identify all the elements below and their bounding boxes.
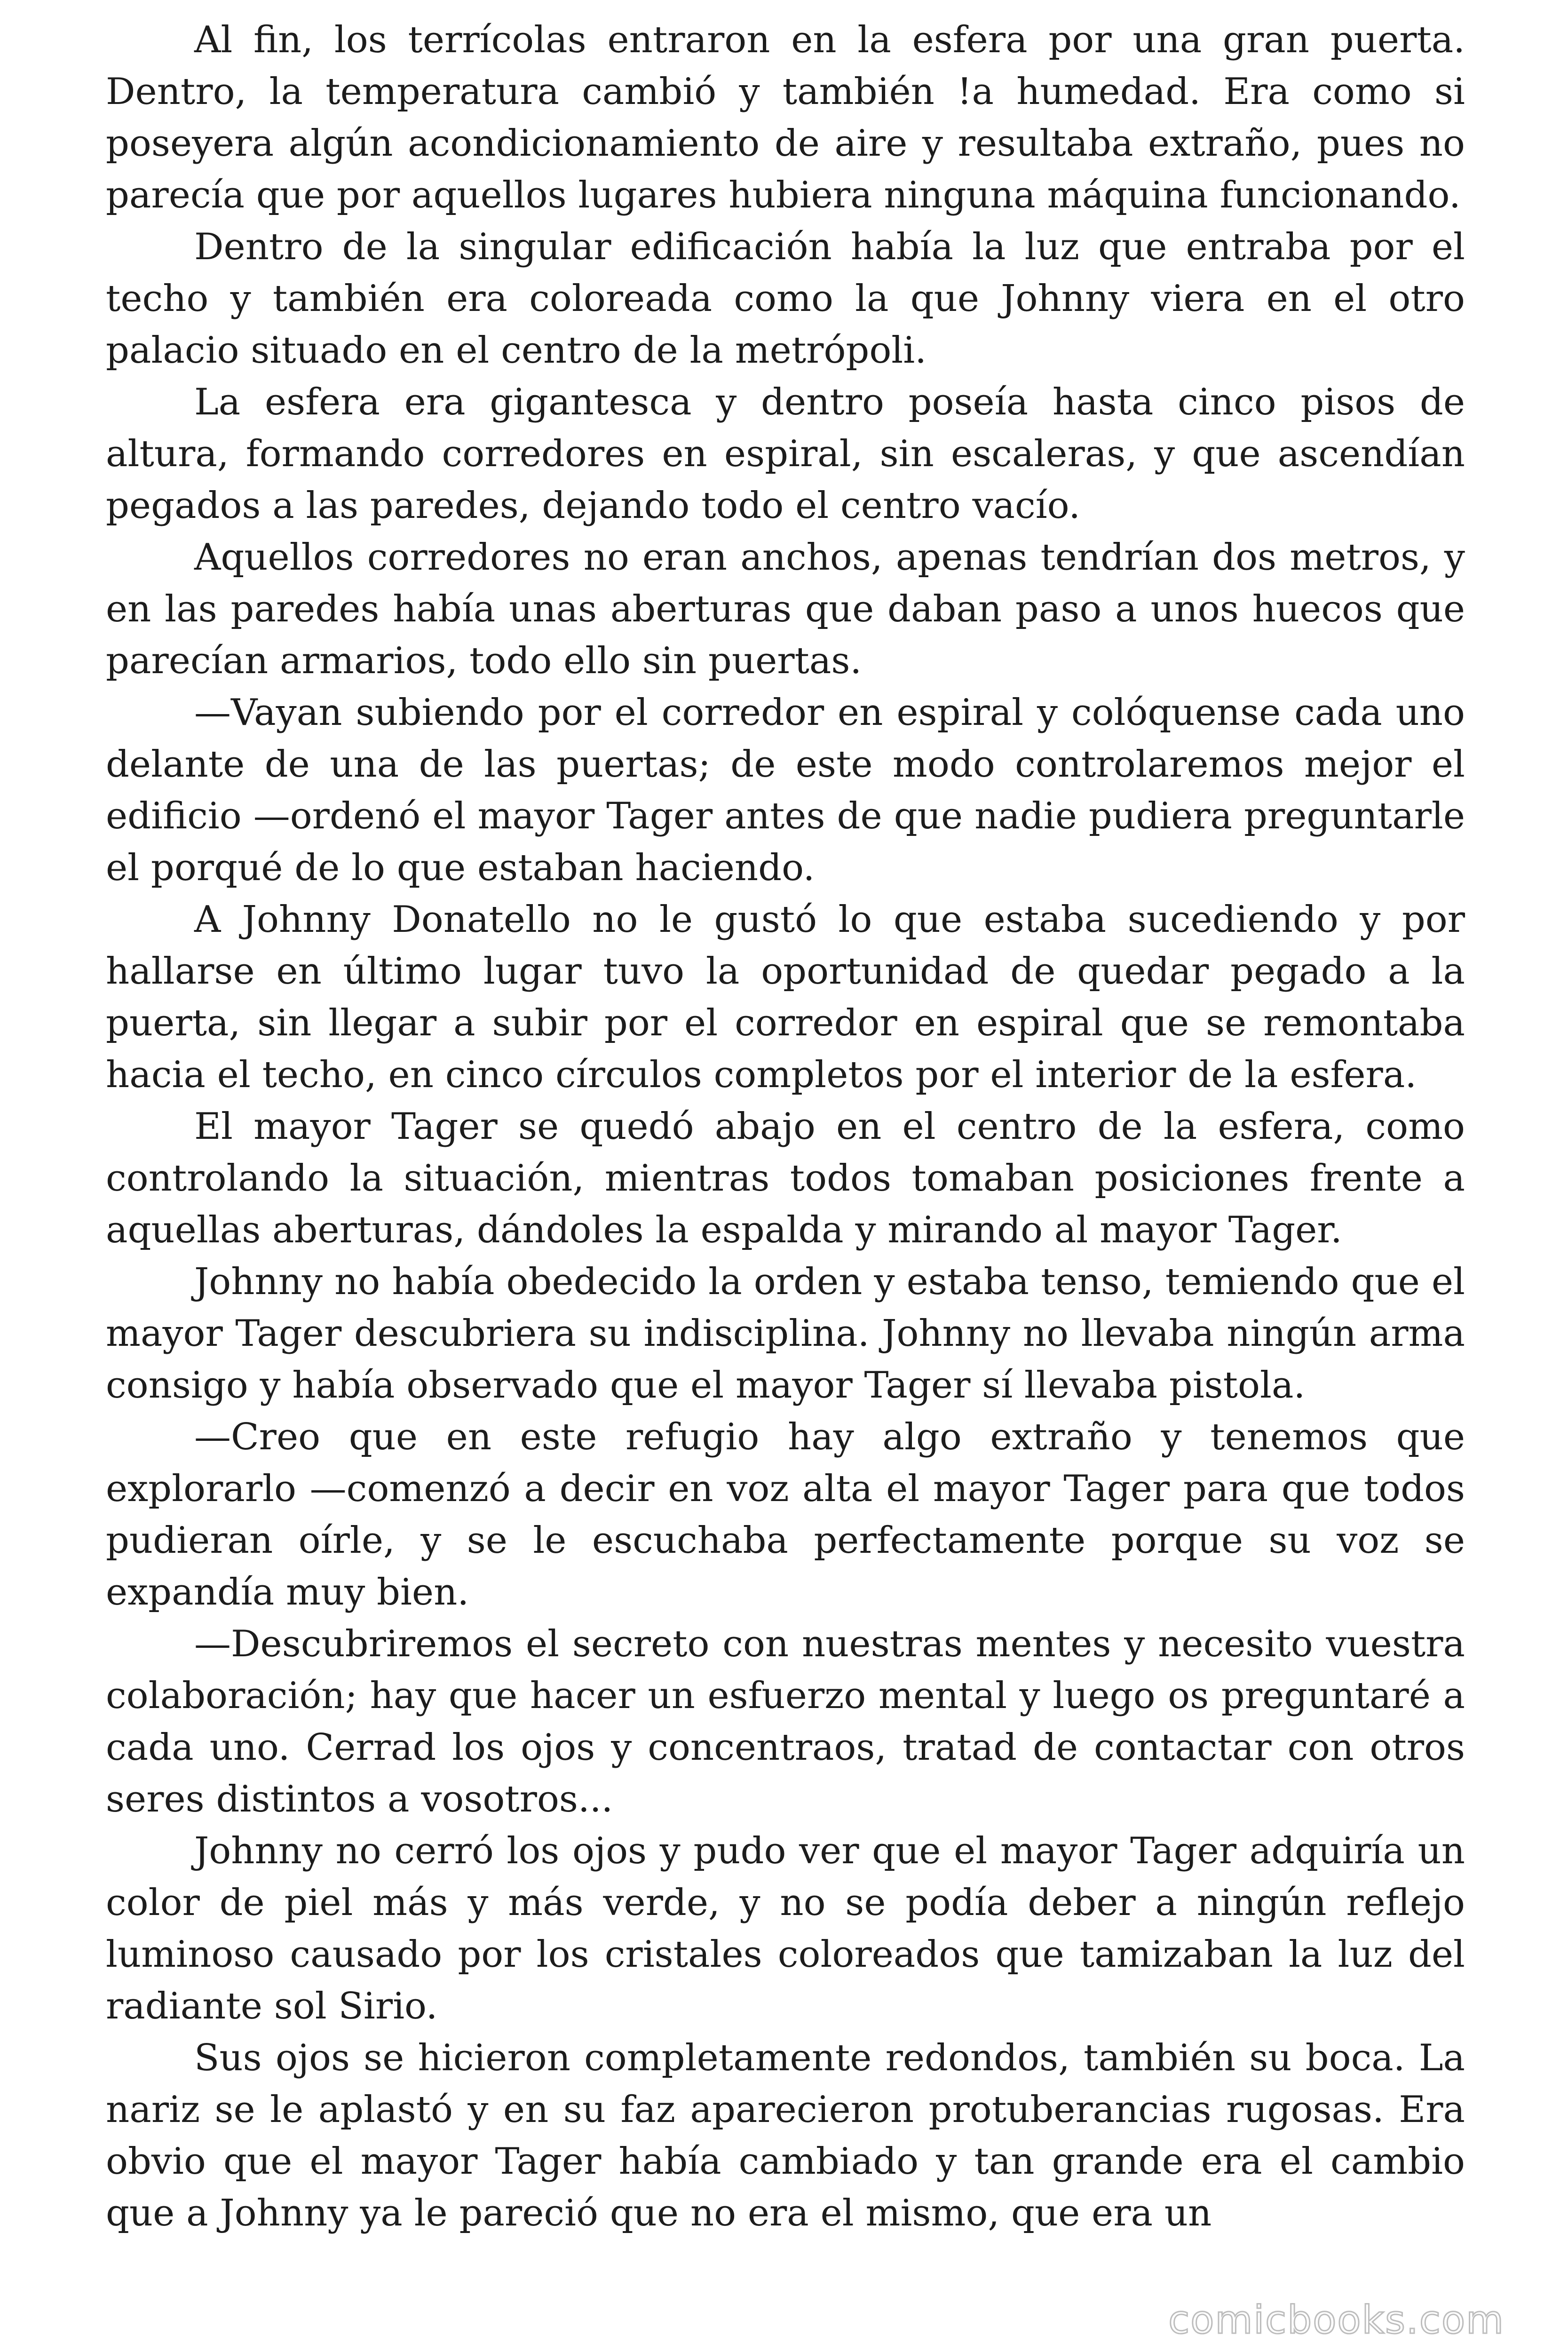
book-page-text xyxy=(106,14,1465,2239)
paragraph-12: Sus ojos se hicieron completamente redondos, también su boca. La nariz se le aplastó y en su faz aparecieron protuberancias rugosas. Era obvio que el mayor Tager había cambiado y tan grande era el cambio que a Johnny ya le pareció que no era el mismo, que era un xyxy=(106,2037,1465,2234)
paragraph-8: Johnny no había obedecido la orden y estaba tenso, temiendo que el mayor Tager descubriera su indisciplina. Johnny no llevaba ningún arma consigo y había observado que el mayor Tager sí llevaba pistola. xyxy=(106,1261,1465,1406)
paragraph-10: —Descubriremos el secreto con nuestras mentes y necesito vuestra colaboración; hay que hacer un esfuerzo mental y luego os preguntaré a cada uno. Cerrad los ojos y concentraos, tratad de contactar con otros seres distintos a vosotros... xyxy=(106,1623,1465,1820)
paragraph-7: El mayor Tager se quedó abajo en el centro de la esfera, como controlando la situación, mientras todos tomaban posiciones frente a aquellas aberturas, dándoles la espalda y mirando al mayor Tager. xyxy=(106,1105,1465,1251)
paragraph-6: A Johnny Donatello no le gustó lo que estaba sucediendo y por hallarse en último lugar tuvo la oportunidad de quedar pegado a la puerta, sin llegar a subir por el corredor en espiral que se remontaba hacia el techo, en cinco círculos completos por el interior de la esfera. xyxy=(106,898,1465,1096)
paragraph-3: La esfera era gigantesca y dentro poseía hasta cinco pisos de altura, formando corredores en espiral, sin escaleras, y que ascendían pegados a las paredes, dejando todo el centro vacío. xyxy=(106,381,1465,527)
paragraph-11: Johnny no cerró los ojos y pudo ver que el mayor Tager adquiría un color de piel más y más verde, y no se podía deber a ningún reflejo luminoso causado por los cristales coloreados que tamizaban la luz del radiante sol Sirio. xyxy=(106,1830,1465,2027)
paragraph-1: Al fin, los terrícolas entraron en la esfera por una gran puerta. Dentro, la temperatura cambió y también !a humedad. Era como si poseyera algún acondicionamiento de aire y resultaba extraño, pues no parecía que por aquellos lugares hubiera ninguna máquina funcionando. xyxy=(106,19,1465,216)
watermark: comicbooks.com xyxy=(1168,2298,1505,2343)
paragraph-5: —Vayan subiendo por el corredor en espiral y colóquense cada uno delante de una de las puertas; de este modo controlaremos mejor el edificio —ordenó el mayor Tager antes de que nadie pudiera preguntarle el porqué de lo que estaban haciendo. xyxy=(106,691,1465,889)
paragraph-2: Dentro de la singular edificación había la luz que entraba por el techo y también era coloreada como la que Johnny viera en el otro palacio situado en el centro de la metrópoli. xyxy=(106,226,1465,372)
paragraph-4: Aquellos corredores no eran anchos, apenas tendrían dos metros, y en las paredes había unas aberturas que daban paso a unos huecos que parecían armarios, todo ello sin puertas. xyxy=(106,536,1465,682)
paragraph-9: —Creo que en este refugio hay algo extraño y tenemos que explorarlo —comenzó a decir en voz alta el mayor Tager para que todos pudieran oírle, y se le escuchaba perfectamente porque su voz se expandía muy bien. xyxy=(106,1416,1465,1613)
